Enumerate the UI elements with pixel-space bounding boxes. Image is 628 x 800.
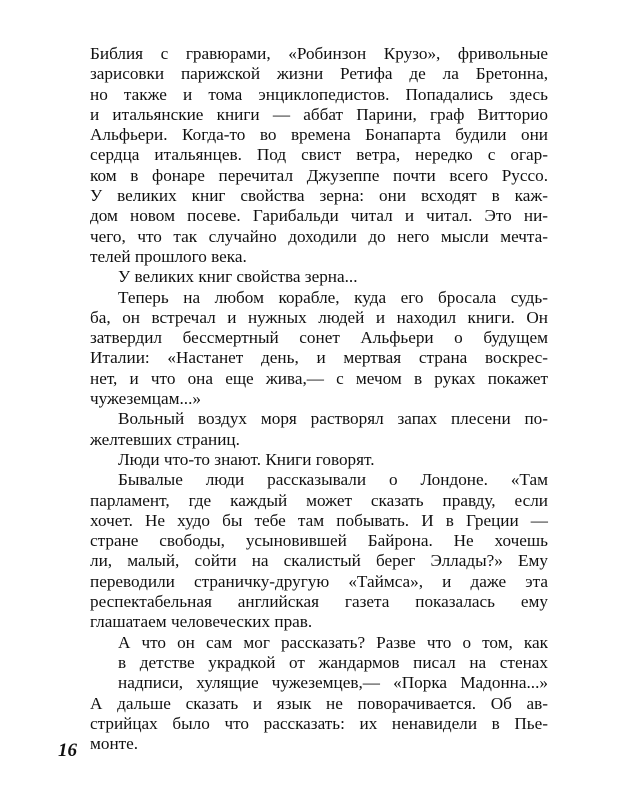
text-line: Теперь на любом корабле, куда его бросала судь- <box>118 287 548 307</box>
text-line: Люди что-то знают. Книги говорят. <box>118 449 375 469</box>
text-line: У великих книг свойства зерна: они всходят в каж- <box>90 186 548 206</box>
text-line: Библия с гравюрами, «Робинзон Крузо», фривольные <box>90 44 548 63</box>
text-line: глашатаем человеческих прав. <box>90 612 313 632</box>
text-line: ба, он встречал и нужных людей и находил книги. Он <box>90 307 548 327</box>
text-line: желтевших страниц. <box>90 429 240 449</box>
text-line: чужеземцам...» <box>90 389 201 409</box>
text-line: парламент, где каждый может сказать правду, если <box>90 490 548 510</box>
text-line: чего, что так случайно доходили до него мысли мечта- <box>90 226 548 246</box>
text-line: хочет. Не худо бы тебе там побывать. И в Греции — <box>90 510 548 530</box>
text-line: стрийцах было что рассказать: их ненавидели в Пье- <box>90 713 548 733</box>
text-line: А что он сам мог рассказать? Разве что о том, как <box>118 632 548 652</box>
text-line: ком в фонаре перечитал Джузеппе почти всего Руссо. <box>90 165 548 185</box>
text-line: стране свободы, усыновившей Байрона. Не хочешь <box>90 531 548 551</box>
text-line: монте. <box>90 734 139 754</box>
text-line: У великих книг свойства зерна... <box>118 267 358 287</box>
text-line: А дальше сказать и язык не поворачивается. Об ав- <box>90 693 548 713</box>
text-line: сердца итальянцев. Под свист ветра, нередко с огар- <box>90 145 548 165</box>
text-line: респектабельная английская газета показалась ему <box>90 592 548 612</box>
text-line: но также и тома энциклопедистов. Попадались здесь <box>90 84 548 104</box>
body-text <box>90 44 548 754</box>
text-line: и итальянские книги — аббат Парини, граф Витторио <box>90 104 548 124</box>
text-line: Альфьери. Когда-то во времена Бонапарта будили они <box>90 125 548 145</box>
text-line: затвердил бессмертный сонет Альфьери о будущем <box>90 328 548 348</box>
text-line: Вольный воздух моря растворял запах плесени по- <box>118 409 548 429</box>
page-number: 16 <box>58 740 77 761</box>
text-line: телей прошлого века. <box>90 246 247 266</box>
text-line: в детстве украдкой от жандармов писал на стенах <box>118 652 548 672</box>
text-line: нет, и что она еще жива,— с мечом в руках покажет <box>90 368 548 388</box>
text-line: дом новом посеве. Гарибальди читал и читал. Это ни- <box>90 206 548 226</box>
text-line: Италии: «Настанет день, и мертвая страна воскрес- <box>90 348 548 368</box>
text-line: надписи, хулящие чужеземцев,— «Порка Мадонна...» <box>118 673 548 693</box>
text-line: ли, малый, сойти на скалистый берег Эллады?» Ему <box>90 551 548 571</box>
text-line: зарисовки парижской жизни Ретифа де ла Бретонна, <box>90 64 548 84</box>
text-line: Бывалые люди рассказывали о Лондоне. «Там <box>118 470 548 490</box>
text-line: переводили страничку-другую «Таймса», и даже эта <box>90 571 548 591</box>
